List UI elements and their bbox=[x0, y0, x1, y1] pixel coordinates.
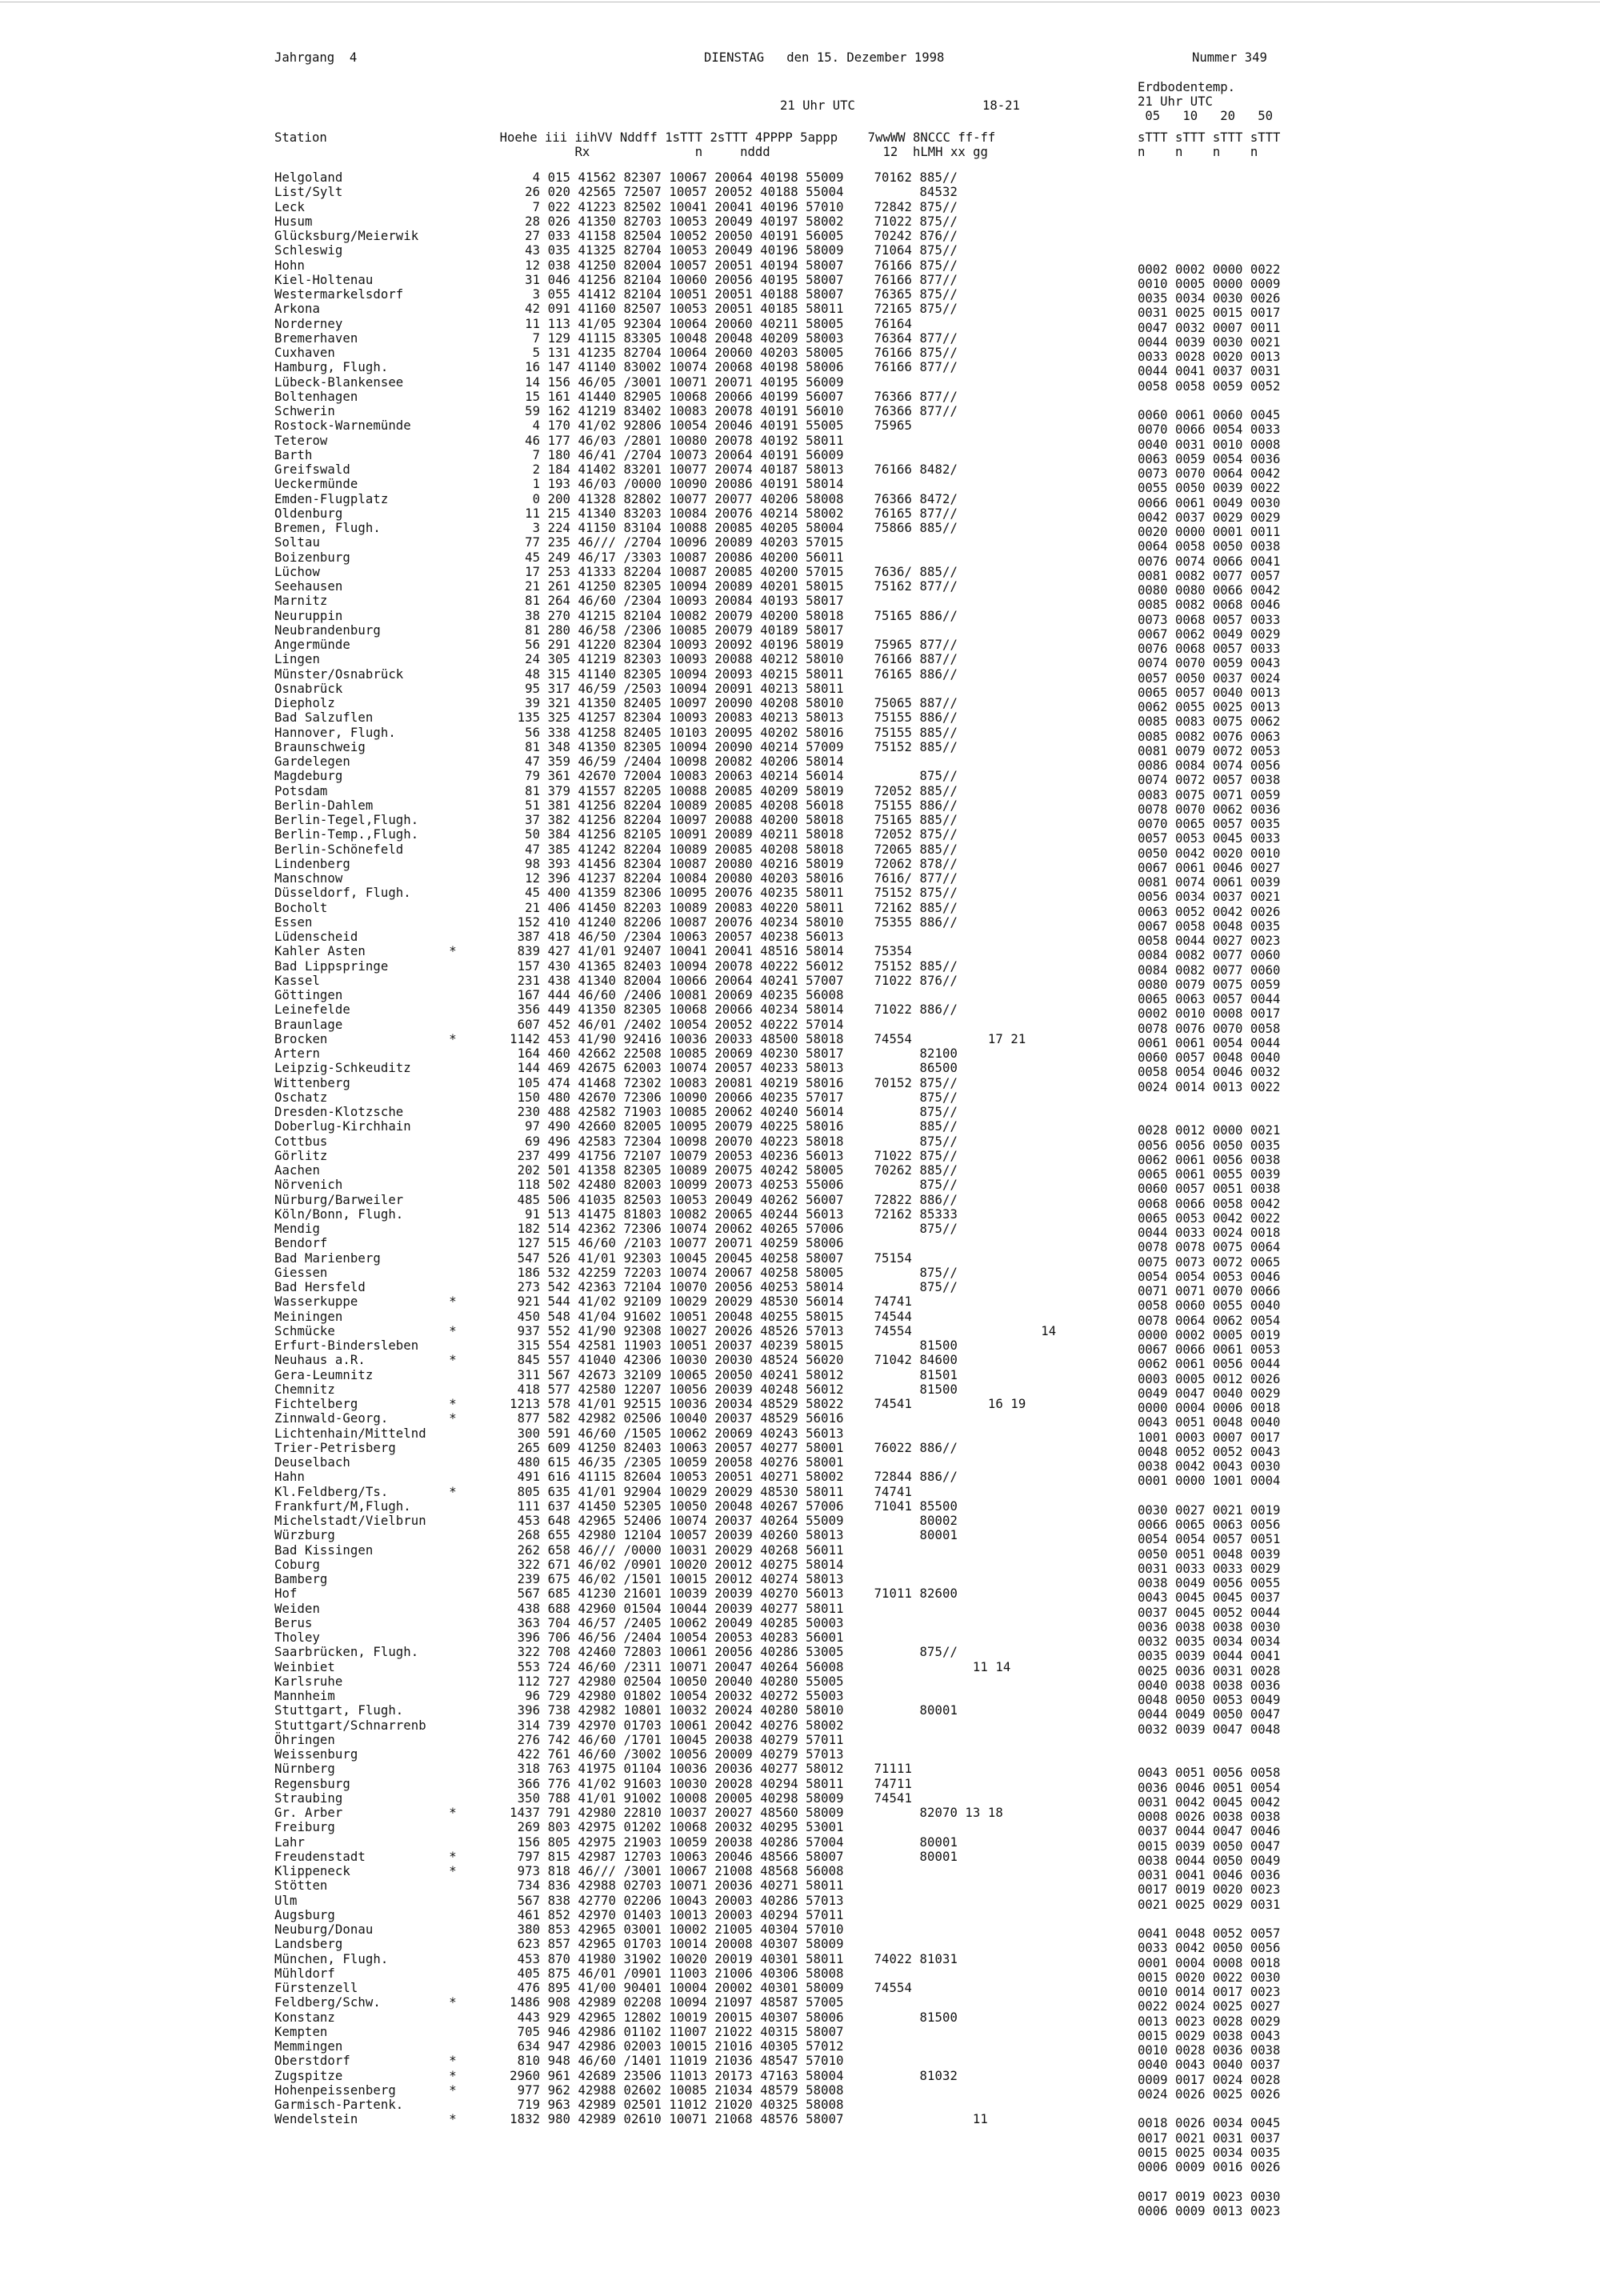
station-row: Hohn 12 038 41250 82004 10057 20051 40194 58007 76166 875// bbox=[274, 258, 958, 273]
station-row: Lüchow 17 253 41333 82204 10087 20085 40200 57015 7636/ 885// bbox=[274, 564, 958, 579]
station-row: Doberlug-Kirchhain 97 490 42660 82005 10095 20079 40225 58016 885// bbox=[274, 1119, 958, 1134]
obs-range: 18-21 bbox=[982, 98, 1020, 113]
station-row: Berlin-Tegel,Flugh. 37 382 41256 82204 10097 20088 40200 58018 75165 885// bbox=[274, 813, 958, 827]
soil-temp-row: 0038 0044 0050 0049 bbox=[1138, 1853, 1281, 1868]
station-row: Neubrandenburg 81 280 46/58 /2306 10085 20079 40189 58017 bbox=[274, 622, 844, 638]
station-table bbox=[274, 170, 1056, 2127]
soil-temp-row: 0054 0054 0057 0051 bbox=[1138, 1532, 1281, 1547]
station-row: Tholey 396 706 46/56 /2404 10054 20053 40283 56001 bbox=[274, 1630, 844, 1645]
soil-temp-row: 0049 0047 0040 0029 bbox=[1138, 1386, 1281, 1401]
soil-temp-row: 0081 0074 0061 0039 bbox=[1138, 875, 1281, 890]
station-row: Nürburg/Barweiler 485 506 41035 82503 10053 20049 40262 56007 72822 886// bbox=[274, 1192, 958, 1207]
soil-temp-row: 0066 0065 0063 0056 bbox=[1138, 1518, 1281, 1532]
station-row: Norderney 11 113 41/05 92304 10064 20060 40211 58005 76164 bbox=[274, 316, 913, 331]
soil-temp-row: 0031 0041 0046 0036 bbox=[1138, 1868, 1281, 1882]
soil-temp-row: 0009 0017 0024 0028 bbox=[1138, 2072, 1281, 2087]
soil-temp-row: 0006 0009 0016 0026 bbox=[1138, 2160, 1281, 2174]
soil-temp-row: 0050 0042 0020 0010 bbox=[1138, 846, 1281, 861]
soil-temp-row: 0085 0082 0076 0063 bbox=[1138, 729, 1281, 744]
station-row: Brocken * 1142 453 41/90 92416 10036 20033 48500 58018 74554 17 21 bbox=[274, 1031, 1026, 1046]
soil-temp-row: 0001 0000 1001 0004 bbox=[1138, 1474, 1281, 1489]
soil-temp-row: 0063 0059 0054 0036 bbox=[1138, 451, 1281, 466]
soil-temp-row: 0010 0005 0000 0009 bbox=[1138, 276, 1281, 291]
soil-temp-row: 0084 0082 0077 0060 bbox=[1138, 948, 1281, 963]
station-row: Köln/Bonn, Flugh. 91 513 41475 81803 10082 20065 40244 56013 72162 85333 bbox=[274, 1206, 958, 1222]
soil-temp-row: 0036 0038 0038 0030 bbox=[1138, 1619, 1281, 1634]
soil-temp-row: 0054 0054 0053 0046 bbox=[1138, 1269, 1281, 1284]
station-row: Artern 164 460 42662 22508 10085 20069 40230 58017 82100 bbox=[274, 1046, 958, 1061]
station-row: Düsseldorf, Flugh. 45 400 41359 82306 10095 20076 40235 58011 75152 875// bbox=[274, 886, 958, 901]
soil-temp-block bbox=[1138, 1926, 1280, 2102]
soil-temp-row: 0015 0025 0034 0035 bbox=[1138, 2145, 1281, 2160]
soil-temp-row: 0078 0070 0062 0036 bbox=[1138, 802, 1281, 817]
station-row: Hannover, Flugh. 56 338 41258 82405 10103 20095 40202 58016 75155 885// bbox=[274, 725, 958, 740]
soil-temp-row: 0067 0058 0048 0035 bbox=[1138, 918, 1281, 934]
soil-temp-row: 0036 0046 0051 0054 bbox=[1138, 1780, 1281, 1795]
issue-date: DIENSTAG den 15. Dezember 1998 bbox=[704, 50, 945, 65]
soil-temp-row: 0044 0049 0050 0047 bbox=[1138, 1707, 1281, 1722]
station-row: Meiningen 450 548 41/04 91602 10051 20048 40255 58015 74544 bbox=[274, 1309, 913, 1324]
station-row: Lindenberg 98 393 41456 82304 10087 20080 40216 58019 72062 878// bbox=[274, 856, 958, 871]
soil-temp-row: 0017 0019 0023 0030 bbox=[1138, 2189, 1281, 2204]
station-row: Glücksburg/Meierwik 27 033 41158 82504 10052 20050 40191 56005 70242 876// bbox=[274, 229, 958, 243]
soil-temp-row: 0060 0057 0051 0038 bbox=[1138, 1182, 1281, 1197]
soil-temp-row: 0000 0004 0006 0018 bbox=[1138, 1401, 1281, 1415]
station-row: Göttingen 167 444 46/60 /2406 10081 20069 40235 56008 bbox=[274, 988, 844, 1002]
station-row: Mendig 182 514 42362 72306 10074 20062 40265 57006 875// bbox=[274, 1222, 958, 1236]
station-row: Michelstadt/Vielbrun 453 648 42965 52406 10074 20037 40264 55009 80002 bbox=[274, 1514, 958, 1528]
soil-temp-block bbox=[1138, 2190, 1280, 2219]
station-row: Nürnberg 318 763 41975 01104 10036 20036 40277 58012 71111 bbox=[274, 1762, 913, 1777]
station-row: Seehausen 21 261 41250 82305 10094 20089 40201 58015 75162 877// bbox=[274, 579, 958, 594]
station-row: Boltenhagen 15 161 41440 82905 10068 20066 40199 56007 76366 877// bbox=[274, 389, 958, 404]
soil-temp-row: 0061 0061 0054 0044 bbox=[1138, 1035, 1281, 1050]
soil-temp-row: 0040 0043 0040 0037 bbox=[1138, 2058, 1281, 2073]
station-row: Straubing 350 788 41/01 91002 10008 20005 40298 58009 74541 bbox=[274, 1790, 913, 1806]
soil-temp-row: 0085 0082 0068 0046 bbox=[1138, 598, 1281, 613]
soil-temp-row: 0070 0065 0057 0035 bbox=[1138, 817, 1281, 831]
station-row: Gera-Leumnitz 311 567 42673 32109 10065 20050 40241 58012 81501 bbox=[274, 1367, 958, 1382]
soil-temp-row: 0078 0064 0062 0054 bbox=[1138, 1313, 1281, 1328]
issue-volume: Jahrgang 4 bbox=[274, 50, 358, 65]
station-row: Osnabrück 95 317 46/59 /2503 10094 20091 40213 58011 bbox=[274, 681, 844, 696]
station-row: Coburg 322 671 46/02 /0901 10020 20012 40275 58014 bbox=[274, 1557, 844, 1572]
soil-temp-row: 0066 0061 0049 0030 bbox=[1138, 495, 1281, 510]
soil-temp-row: 0010 0028 0036 0038 bbox=[1138, 2043, 1281, 2058]
soil-temp-row: 0080 0079 0075 0059 bbox=[1138, 977, 1281, 992]
soil-temp-row: 0043 0051 0048 0040 bbox=[1138, 1415, 1281, 1430]
station-row: Weissenburg 422 761 46/60 /3002 10056 20009 40279 57013 bbox=[274, 1747, 844, 1762]
station-row: Weinbiet 553 724 46/60 /2311 10071 20047 40264 56008 11 14 bbox=[274, 1659, 1011, 1674]
soil-temp-row: 0044 0039 0030 0021 bbox=[1138, 334, 1281, 350]
soil-temp-row: 0043 0051 0056 0058 bbox=[1138, 1766, 1281, 1781]
station-row: Bad Marienberg 547 526 41/01 92303 10045 20045 40258 58007 75154 bbox=[274, 1250, 913, 1266]
soil-temp-row: 0032 0035 0034 0034 bbox=[1138, 1634, 1281, 1649]
station-row: Leinefelde 356 449 41350 82305 10068 20066 40234 58014 71022 886// bbox=[274, 1002, 958, 1018]
station-row: Braunschweig 81 348 41350 82305 10094 20090 40214 57009 75152 885// bbox=[274, 739, 958, 754]
station-row: Öhringen 276 742 46/60 /1701 10045 20038 40279 57011 bbox=[274, 1732, 844, 1747]
station-row: Freiburg 269 803 42975 01202 10068 20032 40295 53001 bbox=[274, 1820, 844, 1835]
station-row: Oldenburg 11 215 41340 83203 10084 20076 40214 58002 76165 877// bbox=[274, 506, 958, 521]
station-row: Karlsruhe 112 727 42980 02504 10050 20040 40280 55005 bbox=[274, 1674, 844, 1689]
station-row: Chemnitz 418 577 42580 12207 10056 20039 40248 56012 81500 bbox=[274, 1382, 958, 1397]
station-row: Neuburg/Donau 380 853 42965 03001 10002 21005 40304 57010 bbox=[274, 1922, 844, 1937]
soil-temp-block bbox=[1138, 1766, 1280, 1912]
station-row: Mannheim 96 729 42980 01802 10054 20032 40272 55003 bbox=[274, 1689, 844, 1703]
station-row: Berlin-Dahlem 51 381 41256 82204 10089 20085 40208 56018 75155 886// bbox=[274, 798, 958, 813]
station-row: Lahr 156 805 42975 21903 10059 20038 40286 57004 80001 bbox=[274, 1834, 958, 1850]
soil-temp-row: 0056 0034 0037 0021 bbox=[1138, 890, 1281, 905]
station-row: Boizenburg 45 249 46/17 /3303 10087 20086 40200 56011 bbox=[274, 550, 844, 565]
soil-temp-row: 0015 0039 0050 0047 bbox=[1138, 1838, 1281, 1854]
soil-temp-row: 0040 0031 0010 0008 bbox=[1138, 437, 1281, 452]
station-row: Leck 7 022 41223 82502 10041 20041 40196 57010 72842 875// bbox=[274, 199, 958, 214]
soil-temp-row: 0067 0061 0046 0027 bbox=[1138, 860, 1281, 875]
station-row: Bendorf 127 515 46/60 /2103 10077 20071 40259 58006 bbox=[274, 1236, 844, 1251]
soil-temp-row: 0058 0044 0027 0023 bbox=[1138, 934, 1281, 948]
station-row: Fichtelberg * 1213 578 41/01 92515 10036 20034 48529 58022 74541 16 19 bbox=[274, 1397, 1026, 1411]
soil-temp-row: 0083 0075 0071 0059 bbox=[1138, 787, 1281, 802]
station-row: Gardelegen 47 359 46/59 /2404 10098 20082 40206 58014 bbox=[274, 754, 844, 769]
soil-temp-row: 0018 0026 0034 0045 bbox=[1138, 2116, 1281, 2131]
soil-temp-row: 0020 0000 0001 0011 bbox=[1138, 525, 1281, 539]
soil-temp-row: 0062 0055 0025 0013 bbox=[1138, 700, 1281, 714]
soil-temp-row: 0057 0050 0037 0024 bbox=[1138, 670, 1281, 686]
station-row: Freudenstadt * 797 815 42987 12703 10063 20046 48566 58007 80001 bbox=[274, 1849, 958, 1864]
station-row: Hof 567 685 41230 21601 10039 20039 40270 56013 71011 82600 bbox=[274, 1586, 958, 1602]
station-row: Bamberg 239 675 46/02 /1501 10015 20012 40274 58013 bbox=[274, 1572, 844, 1586]
station-row: Lingen 24 305 41219 82303 10093 20088 40212 58010 76166 887// bbox=[274, 652, 958, 667]
station-row: Kassel 231 438 41340 82004 10066 20064 40241 57007 71022 876// bbox=[274, 973, 958, 988]
soil-temp-row: 0074 0072 0057 0038 bbox=[1138, 773, 1281, 788]
station-row: Oschatz 150 480 42670 72306 10090 20066 40235 57017 875// bbox=[274, 1090, 958, 1105]
soil-temp-row: 0044 0033 0024 0018 bbox=[1138, 1226, 1281, 1240]
station-row: Trier-Petrisberg 265 609 41250 82403 10063 20057 40277 58001 76022 886// bbox=[274, 1440, 958, 1455]
station-row: Münster/Osnabrück 48 315 41140 82305 10094 20093 40215 58011 76165 886// bbox=[274, 666, 958, 682]
soil-temp-row: 0058 0058 0059 0052 bbox=[1138, 378, 1281, 394]
soil-temp-row: 0002 0002 0000 0022 bbox=[1138, 262, 1281, 277]
soil-temp-row: 0033 0028 0020 0013 bbox=[1138, 350, 1281, 364]
station-row: Fürstenzell 476 895 41/00 90401 10004 20002 40301 58009 74554 bbox=[274, 1981, 913, 1995]
soil-temp-row: 0065 0061 0055 0039 bbox=[1138, 1167, 1281, 1182]
station-row: Hahn 491 616 41115 82604 10053 20051 40271 58002 72844 886// bbox=[274, 1470, 958, 1485]
station-row: List/Sylt 26 020 42565 72507 10057 20052 40188 55004 84532 bbox=[274, 185, 958, 200]
station-row: Berlin-Temp.,Flugh. 50 384 41256 82105 10091 20089 40211 58018 72052 875// bbox=[274, 827, 958, 842]
station-row: Zugspitze * 2960 961 42689 23506 11013 20173 47163 58004 81032 bbox=[274, 2068, 958, 2083]
soil-temp-row: 0067 0066 0061 0053 bbox=[1138, 1342, 1281, 1357]
station-row: Greifswald 2 184 41402 83201 10077 20074 40187 58013 76166 8482/ bbox=[274, 462, 958, 477]
station-row: Wittenberg 105 474 41468 72302 10083 20081 40219 58016 70152 875// bbox=[274, 1075, 958, 1090]
station-row: Schmücke * 937 552 41/90 92308 10027 20026 48526 57013 74554 14 bbox=[274, 1323, 1057, 1338]
station-row: Diepholz 39 321 41350 82405 10097 20090 40208 58010 75065 887// bbox=[274, 696, 958, 710]
soil-temp-row: 0063 0052 0042 0026 bbox=[1138, 904, 1281, 919]
soil-temp-row: 0028 0012 0000 0021 bbox=[1138, 1123, 1281, 1138]
soil-temp-row: 0056 0056 0050 0035 bbox=[1138, 1138, 1281, 1153]
station-row: Bad Salzuflen 135 325 41257 82304 10093 20083 40213 58013 75155 886// bbox=[274, 710, 958, 726]
soil-temp-row: 0038 0049 0056 0055 bbox=[1138, 1576, 1281, 1590]
station-row: Potsdam 81 379 41557 82205 10088 20085 40209 58019 72052 885// bbox=[274, 783, 958, 798]
soil-temp-row: 0042 0037 0029 0029 bbox=[1138, 510, 1281, 525]
station-row: Essen 152 410 41240 82206 10087 20076 40234 58010 75355 886// bbox=[274, 914, 958, 930]
column-header-line-2: Rx n nddd 12 hLMH xx gg bbox=[274, 145, 988, 159]
soil-temp-row: 0076 0068 0057 0033 bbox=[1138, 642, 1281, 656]
soil-temp-row: 0022 0024 0025 0027 bbox=[1138, 1999, 1281, 2014]
soil-temp-row: 0078 0078 0075 0064 bbox=[1138, 1240, 1281, 1255]
station-row: Erfurt-Bindersleben 315 554 42581 11903 10051 20037 40239 58015 81500 bbox=[274, 1338, 958, 1353]
station-row: Angermünde 56 291 41220 82304 10093 20092 40196 58019 75965 877// bbox=[274, 638, 958, 652]
soil-temp-row: 0071 0071 0070 0066 bbox=[1138, 1284, 1281, 1298]
soil-temp-time: 21 Uhr UTC bbox=[1138, 94, 1213, 109]
station-row: Cottbus 69 496 42583 72304 10098 20070 40223 58018 875// bbox=[274, 1134, 958, 1149]
soil-temp-block bbox=[1138, 262, 1280, 394]
station-row: Hamburg, Flugh. 16 147 41140 83002 10074 20068 40198 58006 76166 877// bbox=[274, 360, 958, 375]
soil-temp-row: 0062 0061 0056 0038 bbox=[1138, 1152, 1281, 1167]
soil-temp-row: 0047 0032 0007 0011 bbox=[1138, 320, 1281, 335]
soil-temp-row: 0044 0041 0037 0031 bbox=[1138, 364, 1281, 379]
soil-temp-row: 0041 0048 0052 0057 bbox=[1138, 1926, 1281, 1941]
soil-temp-block bbox=[1138, 1123, 1280, 1488]
soil-temp-row: 0008 0026 0038 0038 bbox=[1138, 1810, 1281, 1824]
station-row: Deuselbach 480 615 46/35 /2305 10059 20058 40276 58001 bbox=[274, 1455, 844, 1470]
soil-temp-row: 0085 0083 0075 0062 bbox=[1138, 714, 1281, 730]
soil-temp-row: 0010 0014 0017 0023 bbox=[1138, 1985, 1281, 1999]
soil-temp-row: 0024 0014 0013 0022 bbox=[1138, 1079, 1281, 1094]
soil-temp-row: 0073 0068 0057 0033 bbox=[1138, 612, 1281, 627]
soil-temp-row: 0073 0070 0064 0042 bbox=[1138, 466, 1281, 481]
soil-temp-row: 0057 0053 0045 0033 bbox=[1138, 831, 1281, 846]
station-row: Barth 7 180 46/41 /2704 10073 20064 40191 56009 bbox=[274, 447, 844, 462]
soil-temp-row: 0086 0084 0074 0056 bbox=[1138, 758, 1281, 773]
station-row: Landsberg 623 857 42965 01703 10014 20008 40307 58009 bbox=[274, 1937, 844, 1952]
station-row: München, Flugh. 453 870 41980 31902 10020 20019 40301 58011 74022 81031 bbox=[274, 1951, 958, 1966]
station-row: Helgoland 4 015 41562 82307 10067 20064 40198 55009 70162 885// bbox=[274, 170, 958, 185]
station-row: Lübeck-Blankensee 14 156 46/05 /3001 10071 20071 40195 56009 bbox=[274, 374, 844, 390]
soil-temp-row: 0040 0038 0038 0036 bbox=[1138, 1678, 1281, 1693]
soil-temp-row: 0013 0023 0028 0029 bbox=[1138, 2014, 1281, 2029]
station-row: Manschnow 12 396 41237 82204 10084 20080 40203 58016 7616/ 877// bbox=[274, 871, 958, 886]
soil-temp-row: 0035 0039 0044 0041 bbox=[1138, 1649, 1281, 1664]
station-row: Wendelstein * 1832 980 42989 02610 10071 21068 48576 58007 11 bbox=[274, 2112, 988, 2127]
soil-temp-row: 1001 0003 0007 0017 bbox=[1138, 1430, 1281, 1445]
soil-temp-units: n n n n bbox=[1138, 145, 1258, 159]
obs-time: 21 Uhr UTC bbox=[780, 98, 855, 113]
station-row: Memmingen 634 947 42986 02003 10015 21016 40305 57012 bbox=[274, 2039, 844, 2054]
soil-temp-row: 0050 0051 0048 0039 bbox=[1138, 1546, 1281, 1562]
soil-temp-row: 0031 0025 0015 0017 bbox=[1138, 306, 1281, 321]
station-row: Neuruppin 38 270 41215 82104 10082 20079 40200 58018 75165 886// bbox=[274, 608, 958, 623]
soil-temp-title: Erdbodentemp. bbox=[1138, 80, 1236, 94]
station-row: Bad Hersfeld 273 542 42363 72104 10070 20056 40253 58014 875// bbox=[274, 1280, 958, 1294]
station-row: Berlin-Schönefeld 47 385 41242 82204 10089 20085 40208 58018 72065 885// bbox=[274, 842, 958, 857]
column-header-line-1: Station Hoehe iii iihVV Nddff 1sTTT 2sTTT 4PPPP 5appp 7wwWW 8NCCC ff-ff bbox=[274, 130, 996, 145]
station-row: Mühldorf 405 875 46/01 /0901 11003 21006 40306 58008 bbox=[274, 1966, 844, 1981]
station-row: Leipzig-Schkeuditz 144 469 42675 62003 10074 20057 40233 58013 86500 bbox=[274, 1061, 958, 1076]
station-row: Lichtenhain/Mittelnd 300 591 46/60 /1505 10062 20069 40243 56013 bbox=[274, 1426, 844, 1441]
station-row: Kempten 705 946 42986 01102 11007 21022 40315 58007 bbox=[274, 2024, 844, 2039]
soil-temp-row: 0048 0052 0052 0043 bbox=[1138, 1444, 1281, 1459]
station-row: Dresden-Klotzsche 230 488 42582 71903 10085 20062 40240 56014 875// bbox=[274, 1105, 958, 1119]
soil-temp-row: 0060 0057 0048 0040 bbox=[1138, 1050, 1281, 1065]
soil-temp-row: 0065 0053 0042 0022 bbox=[1138, 1210, 1281, 1226]
station-row: Hohenpeissenberg * 977 962 42988 02602 10085 21034 48579 58008 bbox=[274, 2082, 844, 2098]
station-row: Soltau 77 235 46/// /2704 10096 20089 40203 57015 bbox=[274, 535, 844, 550]
station-row: Teterow 46 177 46/03 /2801 10080 20078 40192 58011 bbox=[274, 433, 844, 448]
station-row: Bremerhaven 7 129 41115 83305 10048 20048 40209 58003 76364 877// bbox=[274, 330, 958, 346]
station-row: Emden-Flugplatz 0 200 41328 82802 10077 20077 40206 58008 76366 8472/ bbox=[274, 491, 958, 506]
soil-temp-row: 0031 0033 0033 0029 bbox=[1138, 1561, 1281, 1576]
soil-temp-row: 0055 0050 0039 0022 bbox=[1138, 481, 1281, 496]
soil-temp-row: 0017 0021 0031 0037 bbox=[1138, 2130, 1281, 2146]
soil-temp-row: 0081 0079 0072 0053 bbox=[1138, 743, 1281, 758]
soil-temp-block bbox=[1138, 2116, 1280, 2174]
station-row: Augsburg 461 852 42970 01403 10013 20003 40294 57011 bbox=[274, 1907, 844, 1922]
station-row: Berus 363 704 46/57 /2405 10062 20049 40285 50003 bbox=[274, 1615, 844, 1630]
soil-temp-block bbox=[1138, 408, 1280, 1094]
soil-temp-row: 0025 0036 0031 0028 bbox=[1138, 1663, 1281, 1678]
soil-temp-row: 0062 0061 0056 0044 bbox=[1138, 1357, 1281, 1372]
station-row: Weiden 438 688 42960 01504 10044 20039 40277 58011 bbox=[274, 1601, 844, 1616]
soil-temp-row: 0015 0020 0022 0030 bbox=[1138, 1970, 1281, 1985]
station-row: Ulm 567 838 42770 02206 10043 20003 40286 57013 bbox=[274, 1893, 844, 1908]
soil-temp-row: 0031 0042 0045 0042 bbox=[1138, 1794, 1281, 1810]
station-row: Husum 28 026 41350 82703 10053 20049 40197 58002 71022 875// bbox=[274, 214, 958, 229]
soil-temp-row: 0048 0050 0053 0049 bbox=[1138, 1693, 1281, 1707]
station-row: Giessen 186 532 42259 72203 10074 20067 40258 58005 875// bbox=[274, 1265, 958, 1280]
soil-temp-row: 0064 0058 0050 0038 bbox=[1138, 539, 1281, 554]
station-row: Aachen 202 501 41358 82305 10089 20075 40242 58005 70262 885// bbox=[274, 1163, 958, 1178]
soil-temp-row: 0017 0019 0020 0023 bbox=[1138, 1882, 1281, 1898]
station-row: Marnitz 81 264 46/60 /2304 10093 20084 40193 58017 bbox=[274, 594, 844, 609]
soil-temp-row: 0058 0060 0055 0040 bbox=[1138, 1298, 1281, 1314]
soil-temp-columns: sTTT sTTT sTTT sTTT bbox=[1138, 130, 1281, 145]
soil-temp-row: 0038 0042 0043 0030 bbox=[1138, 1459, 1281, 1474]
station-row: Lüdenscheid 387 418 46/50 /2304 10063 20057 40238 56013 bbox=[274, 930, 844, 944]
soil-temp-row: 0001 0004 0008 0018 bbox=[1138, 1955, 1281, 1970]
station-row: Konstanz 443 929 42965 12802 10019 20015 40307 58006 81500 bbox=[274, 2010, 958, 2025]
soil-temp-row: 0003 0005 0012 0026 bbox=[1138, 1371, 1281, 1386]
station-row: Kl.Feldberg/Ts. * 805 635 41/01 92904 10029 20029 48530 58011 74741 bbox=[274, 1484, 913, 1499]
station-row: Bad Lippspringe 157 430 41365 82403 10094 20078 40222 56012 75152 885// bbox=[274, 958, 958, 974]
station-row: Stötten 734 836 42988 02703 10071 20036 40271 58011 bbox=[274, 1878, 844, 1894]
station-row: Klippeneck * 973 818 46/// /3001 10067 21008 48568 56008 bbox=[274, 1864, 844, 1878]
station-row: Neuhaus a.R. * 845 557 41040 42306 10030 20030 48524 56020 71042 84600 bbox=[274, 1353, 958, 1368]
soil-temp-row: 0065 0063 0057 0044 bbox=[1138, 992, 1281, 1006]
station-row: Zinnwald-Georg. * 877 582 42982 02506 10040 20037 48529 56016 bbox=[274, 1411, 844, 1426]
station-row: Saarbrücken, Flugh. 322 708 42460 72803 10061 20056 40286 53005 875// bbox=[274, 1645, 958, 1660]
soil-temp-row: 0006 0009 0013 0023 bbox=[1138, 2203, 1281, 2218]
soil-temp-row: 0078 0076 0070 0058 bbox=[1138, 1021, 1281, 1036]
station-row: Frankfurt/M,Flugh. 111 637 41450 52305 10050 20048 40267 57006 71041 85500 bbox=[274, 1498, 958, 1514]
soil-temp-row: 0065 0057 0040 0013 bbox=[1138, 685, 1281, 700]
soil-temp-row: 0032 0039 0047 0048 bbox=[1138, 1722, 1281, 1737]
station-row: Garmisch-Partenk. 719 963 42989 02501 11012 21020 40325 58008 bbox=[274, 2098, 844, 2112]
soil-temp-row: 0015 0029 0038 0043 bbox=[1138, 2028, 1281, 2043]
soil-temp-row: 0002 0010 0008 0017 bbox=[1138, 1006, 1281, 1022]
station-row: Wasserkuppe * 921 544 41/02 92109 10029 20029 48530 56014 74741 bbox=[274, 1294, 913, 1310]
station-row: Arkona 42 091 41160 82507 10053 20051 40185 58011 72165 875// bbox=[274, 302, 958, 317]
station-row: Schwerin 59 162 41219 83402 10083 20078 40191 56010 76366 877// bbox=[274, 404, 958, 418]
station-row: Ueckermünde 1 193 46/03 /0000 10090 20086 40191 58014 bbox=[274, 477, 844, 492]
station-row: Feldberg/Schw. * 1486 908 42989 02208 10094 21097 48587 57005 bbox=[274, 1995, 844, 2010]
soil-temp-row: 0075 0073 0072 0065 bbox=[1138, 1254, 1281, 1270]
station-row: Stuttgart/Schnarrenb 314 739 42970 01703 10061 20042 40276 58002 bbox=[274, 1718, 844, 1733]
station-row: Regensburg 366 776 41/02 91603 10030 20028 40294 58011 74711 bbox=[274, 1776, 913, 1791]
station-row: Würzburg 268 655 42980 12104 10057 20039 40260 58013 80001 bbox=[274, 1528, 958, 1543]
soil-temp-row: 0070 0066 0054 0033 bbox=[1138, 422, 1281, 438]
soil-temp-block bbox=[1138, 1503, 1280, 1737]
soil-temp-row: 0076 0074 0066 0041 bbox=[1138, 554, 1281, 569]
soil-temp-row: 0081 0082 0077 0057 bbox=[1138, 568, 1281, 583]
station-row: Görlitz 237 499 41756 72107 10079 20053 40236 56013 71022 875// bbox=[274, 1148, 958, 1163]
soil-temp-depths: 05 10 20 50 bbox=[1138, 109, 1273, 123]
station-row: Rostock-Warnemünde 4 170 41/02 92806 10054 20046 40191 55005 75965 bbox=[274, 418, 913, 434]
soil-temp-row: 0060 0061 0060 0045 bbox=[1138, 408, 1281, 422]
issue-number: Nummer 349 bbox=[1192, 50, 1267, 65]
soil-temp-row: 0067 0062 0049 0029 bbox=[1138, 626, 1281, 642]
soil-temp-row: 0084 0082 0077 0060 bbox=[1138, 962, 1281, 978]
station-row: Kiel-Holtenau 31 046 41256 82104 10060 20056 40195 58007 76166 877// bbox=[274, 272, 958, 287]
station-row: Schleswig 43 035 41325 82704 10053 20049 40196 58009 71064 875// bbox=[274, 243, 958, 258]
station-row: Magdeburg 79 361 42670 72004 10083 20063 40214 56014 875// bbox=[274, 769, 958, 784]
soil-temp-row: 0074 0070 0059 0043 bbox=[1138, 656, 1281, 671]
soil-temp-row: 0030 0027 0021 0019 bbox=[1138, 1502, 1281, 1518]
station-row: Braunlage 607 452 46/01 /2402 10054 20052 40222 57014 bbox=[274, 1017, 844, 1032]
soil-temp-row: 0021 0025 0029 0031 bbox=[1138, 1897, 1281, 1912]
soil-temp-row: 0080 0080 0066 0042 bbox=[1138, 583, 1281, 598]
soil-temp-row: 0037 0045 0052 0044 bbox=[1138, 1605, 1281, 1620]
soil-temp-row: 0068 0066 0058 0042 bbox=[1138, 1196, 1281, 1211]
station-row: Kahler Asten * 839 427 41/01 92407 10041 20041 48516 58014 75354 bbox=[274, 944, 913, 959]
soil-temp-row: 0035 0034 0030 0026 bbox=[1138, 291, 1281, 306]
soil-temp-row: 0033 0042 0050 0056 bbox=[1138, 1941, 1281, 1956]
station-row: Gr. Arber * 1437 791 42980 22810 10037 20027 48560 58009 82070 13 18 bbox=[274, 1806, 1003, 1820]
station-row: Oberstdorf * 810 948 46/60 /1401 11019 21036 48547 57010 bbox=[274, 2054, 844, 2069]
station-row: Bremen, Flugh. 3 224 41150 83104 10088 20085 40205 58004 75866 885// bbox=[274, 521, 958, 535]
station-row: Westermarkelsdorf 3 055 41412 82104 10051 20051 40188 58007 76365 875// bbox=[274, 287, 958, 302]
station-row: Bad Kissingen 262 658 46/// /0000 10031 20029 40268 56011 bbox=[274, 1542, 844, 1558]
station-row: Bocholt 21 406 41450 82203 10089 20083 40220 58011 72162 885// bbox=[274, 900, 958, 915]
soil-temp-row: 0000 0002 0005 0019 bbox=[1138, 1327, 1281, 1342]
station-row: Cuxhaven 5 131 41235 82704 10064 20060 40203 58005 76166 875// bbox=[274, 346, 958, 360]
station-row: Nörvenich 118 502 42480 82003 10099 20073 40253 55006 875// bbox=[274, 1178, 958, 1193]
station-row: Stuttgart, Flugh. 396 738 42982 10801 10032 20024 40280 58010 80001 bbox=[274, 1703, 958, 1718]
soil-temp-row: 0058 0054 0046 0032 bbox=[1138, 1065, 1281, 1080]
soil-temp-row: 0043 0045 0045 0037 bbox=[1138, 1590, 1281, 1606]
soil-temp-row: 0024 0026 0025 0026 bbox=[1138, 2086, 1281, 2102]
soil-temp-row: 0037 0044 0047 0046 bbox=[1138, 1824, 1281, 1839]
